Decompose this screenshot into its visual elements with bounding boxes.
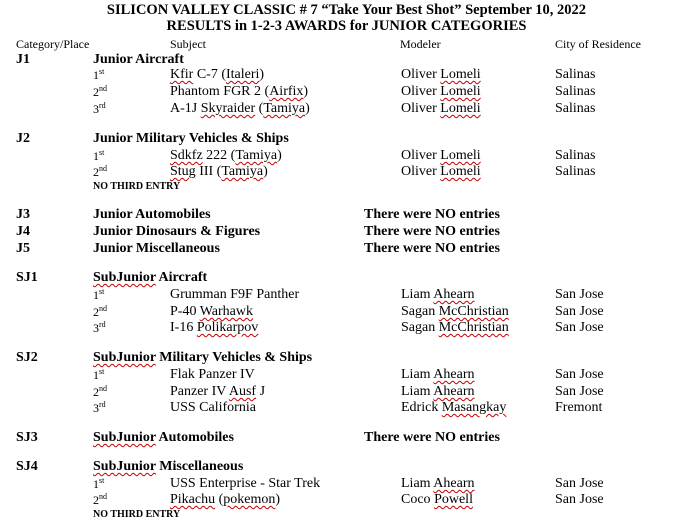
modeler-cell: Sagan McChristian (401, 320, 509, 335)
place-label: 2nd (93, 84, 107, 99)
no-entries-status: There were NO entries (364, 241, 500, 256)
no-entries-status: There were NO entries (364, 430, 500, 445)
category-code: SJ4 (16, 459, 38, 474)
place-label: 1st (93, 287, 105, 302)
modeler-cell: Liam Ahearn (401, 287, 475, 302)
category-name: Junior Dinosaurs & Figures (93, 224, 261, 239)
subject-cell: Flak Panzer IV (170, 367, 255, 382)
modeler-cell: Edrick Masangkay (401, 400, 507, 415)
category-code: SJ2 (16, 350, 38, 365)
subject-cell: USS California (170, 400, 256, 415)
modeler-cell: Liam Ahearn (401, 367, 475, 382)
subject-cell: Pikachu (pokemon) (170, 492, 281, 507)
city-cell: Salinas (555, 164, 596, 179)
place-label: 3rd (93, 400, 106, 415)
place-label: 2nd (93, 304, 107, 319)
subject-cell: USS Enterprise - Star Trek (170, 476, 321, 491)
city-cell: San Jose (555, 476, 604, 491)
no-third-entry-note: NO THIRD ENTRY (93, 181, 181, 192)
city-cell: Salinas (555, 101, 596, 116)
modeler-cell: Oliver Lomeli (401, 67, 481, 82)
place-label: 1st (93, 67, 105, 82)
modeler-cell: Oliver Lomeli (401, 101, 481, 116)
place-label: 1st (93, 367, 105, 382)
modeler-cell: Liam Ahearn (401, 476, 475, 491)
no-entries-status: There were NO entries (364, 207, 500, 222)
header-modeler: Modeler (400, 37, 441, 51)
subject-cell: Grumman F9F Panther (170, 287, 300, 302)
subject-cell: Stug III (Tamiya) (170, 164, 268, 179)
modeler-cell: Oliver Lomeli (401, 148, 481, 163)
category-code: J4 (16, 224, 30, 239)
city-cell: San Jose (555, 384, 604, 399)
subject-cell: A-1J Skyraider (Tamiya) (170, 101, 310, 116)
subject-cell: Phantom FGR 2 (Airfix) (170, 84, 309, 99)
place-label: 3rd (93, 320, 106, 335)
header-category: Category/Place (16, 37, 90, 51)
city-cell: Salinas (555, 148, 596, 163)
subject-cell: Kfir C-7 (Italeri) (170, 67, 265, 82)
no-third-entry-note: NO THIRD ENTRY (93, 509, 181, 520)
place-label: 1st (93, 476, 105, 491)
place-label: 1st (93, 148, 105, 163)
category-name: SubJunior Aircraft (93, 270, 208, 285)
category-name: Junior Automobiles (93, 207, 211, 222)
city-cell: San Jose (555, 287, 604, 302)
place-label: 3rd (93, 101, 106, 116)
category-name: Junior Military Vehicles & Ships (93, 131, 289, 146)
modeler-cell: Oliver Lomeli (401, 164, 481, 179)
category-name: SubJunior Automobiles (93, 430, 234, 445)
place-label: 2nd (93, 164, 107, 179)
modeler-cell: Coco Powell (401, 492, 473, 507)
category-code: J3 (16, 207, 30, 222)
city-cell: San Jose (555, 320, 604, 335)
title-line-2: RESULTS in 1-2-3 AWARDS for JUNIOR CATEGORIES (166, 18, 527, 34)
header-city: City of Residence (555, 37, 641, 51)
subject-cell: Sdkfz 222 (Tamiya) (170, 148, 282, 163)
city-cell: Fremont (555, 400, 603, 415)
city-cell: Salinas (555, 67, 596, 82)
city-cell: San Jose (555, 304, 604, 319)
city-cell: San Jose (555, 492, 604, 507)
category-code: SJ1 (16, 270, 38, 285)
city-cell: Salinas (555, 84, 596, 99)
city-cell: San Jose (555, 367, 604, 382)
category-name: Junior Aircraft (93, 52, 184, 67)
subject-cell: P-40 Warhawk (170, 304, 253, 319)
subject-cell: Panzer IV Ausf J (170, 384, 266, 399)
modeler-cell: Sagan McChristian (401, 304, 509, 319)
title-line-1: SILICON VALLEY CLASSIC # 7 “Take Your Best Shot” September 10, 2022 (106, 2, 587, 18)
category-name: SubJunior Military Vehicles & Ships (93, 350, 313, 365)
place-label: 2nd (93, 384, 107, 399)
subject-cell: I-16 Polikarpov (170, 320, 259, 335)
no-entries-status: There were NO entries (364, 224, 500, 239)
category-code: J5 (16, 241, 30, 256)
modeler-cell: Oliver Lomeli (401, 84, 481, 99)
modeler-cell: Liam Ahearn (401, 384, 475, 399)
place-label: 2nd (93, 492, 107, 507)
category-name: Junior Miscellaneous (93, 241, 220, 256)
category-code: J2 (16, 131, 30, 146)
header-subject: Subject (170, 37, 206, 51)
category-name: SubJunior Miscellaneous (93, 459, 244, 474)
category-code: SJ3 (16, 430, 38, 445)
category-code: J1 (16, 52, 30, 67)
